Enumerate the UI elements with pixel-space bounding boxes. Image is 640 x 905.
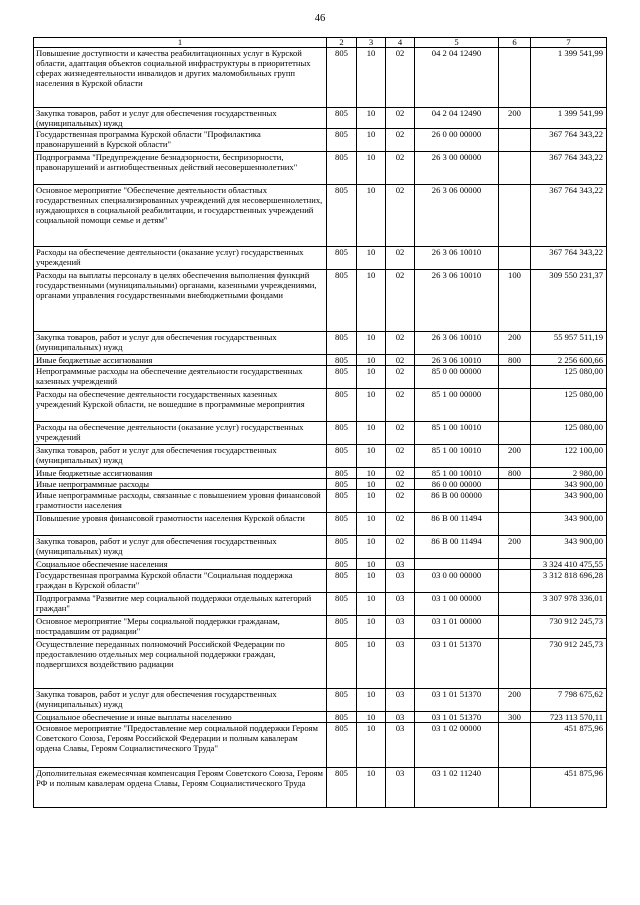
- row-section-cell: 10: [357, 355, 386, 366]
- row-expense-type-cell: 800: [499, 468, 531, 479]
- row-amount-cell: 2 980,00: [531, 468, 607, 479]
- row-section-cell: 10: [357, 570, 386, 593]
- row-section-cell: 10: [357, 445, 386, 468]
- row-section-cell: 10: [357, 422, 386, 445]
- row-expense-type-cell: [499, 152, 531, 185]
- row-amount-cell: 125 080,00: [531, 422, 607, 445]
- row-code-cell: 805: [327, 422, 357, 445]
- table-row: [34, 108, 607, 129]
- row-expense-type-cell: 100: [499, 270, 531, 332]
- row-section-cell: 10: [357, 270, 386, 332]
- row-expense-type-cell: [499, 389, 531, 422]
- table-row: [34, 513, 607, 536]
- row-target-cell: 85 1 00 10010: [415, 422, 499, 445]
- table-row: [34, 712, 607, 723]
- row-expense-type-cell: [499, 422, 531, 445]
- row-subsection-cell: 02: [386, 48, 415, 108]
- row-target-cell: 26 0 00 00000: [415, 129, 499, 152]
- row-target-cell: 03 1 02 00000: [415, 723, 499, 768]
- row-amount-cell: 1 399 541,99: [531, 108, 607, 129]
- table-row: [34, 616, 607, 639]
- row-section-cell: 10: [357, 712, 386, 723]
- table-row: [34, 247, 607, 270]
- row-expense-type-cell: [499, 247, 531, 270]
- row-code-cell: 805: [327, 185, 357, 247]
- row-code-cell: 805: [327, 616, 357, 639]
- row-target-cell: 03 1 01 51370: [415, 689, 499, 712]
- row-target-cell: 04 2 04 12490: [415, 48, 499, 108]
- budget-table: [33, 37, 607, 808]
- row-name-cell: Иные бюджетные ассигнования: [34, 355, 327, 366]
- row-section-cell: 10: [357, 468, 386, 479]
- row-target-cell: [415, 559, 499, 570]
- row-section-cell: 10: [357, 366, 386, 389]
- row-code-cell: 805: [327, 355, 357, 366]
- row-code-cell: 805: [327, 389, 357, 422]
- row-section-cell: 10: [357, 536, 386, 559]
- row-section-cell: 10: [357, 723, 386, 768]
- table-row: [34, 570, 607, 593]
- row-expense-type-cell: 200: [499, 108, 531, 129]
- row-subsection-cell: 02: [386, 513, 415, 536]
- row-section-cell: 10: [357, 332, 386, 355]
- row-subsection-cell: 02: [386, 366, 415, 389]
- row-name-cell: Закупка товаров, работ и услуг для обеспечения государственных (муниципальных) нужд: [34, 445, 327, 468]
- row-amount-cell: 2 256 600,66: [531, 355, 607, 366]
- row-subsection-cell: 02: [386, 332, 415, 355]
- row-section-cell: 10: [357, 129, 386, 152]
- table-row: [34, 490, 607, 513]
- row-amount-cell: 343 900,00: [531, 490, 607, 513]
- row-target-cell: 26 3 00 00000: [415, 152, 499, 185]
- row-name-cell: Расходы на обеспечение деятельности (оказание услуг) государственных учреждений: [34, 247, 327, 270]
- row-code-cell: 805: [327, 445, 357, 468]
- row-subsection-cell: 03: [386, 689, 415, 712]
- row-subsection-cell: 02: [386, 536, 415, 559]
- row-amount-cell: 451 875,96: [531, 768, 607, 808]
- row-expense-type-cell: 200: [499, 445, 531, 468]
- row-name-cell: Закупка товаров, работ и услуг для обеспечения государственных (муниципальных) нужд: [34, 536, 327, 559]
- row-code-cell: 805: [327, 366, 357, 389]
- row-subsection-cell: 02: [386, 270, 415, 332]
- row-section-cell: 10: [357, 48, 386, 108]
- row-amount-cell: 309 550 231,37: [531, 270, 607, 332]
- row-target-cell: 86 0 00 00000: [415, 479, 499, 490]
- table-row: [34, 129, 607, 152]
- row-subsection-cell: 02: [386, 479, 415, 490]
- row-target-cell: 85 1 00 10010: [415, 445, 499, 468]
- row-subsection-cell: 03: [386, 593, 415, 616]
- row-name-cell: Закупка товаров, работ и услуг для обеспечения государственных (муниципальных) нужд: [34, 689, 327, 712]
- row-name-cell: Закупка товаров, работ и услуг для обеспечения государственных (муниципальных) нужд: [34, 332, 327, 355]
- row-target-cell: 86 В 00 11494: [415, 513, 499, 536]
- row-expense-type-cell: [499, 366, 531, 389]
- row-name-cell: Дополнительная ежемесячная компенсация Героям Советского Союза, Героям РФ и полным кавалерам ордена Славы, Героям Социалистического Труда: [34, 768, 327, 808]
- table-row: [34, 593, 607, 616]
- row-subsection-cell: 02: [386, 129, 415, 152]
- column-header: 3: [357, 38, 386, 48]
- row-name-cell: Основное мероприятие "Обеспечение деятельности областных государственных специализированных учреждений для несовершеннолетних, нуждающихся в социальной реабилитации, и государственных учреждений социальной помощи семье и детям": [34, 185, 327, 247]
- row-expense-type-cell: [499, 559, 531, 570]
- row-amount-cell: 343 900,00: [531, 536, 607, 559]
- row-target-cell: 26 3 06 10010: [415, 355, 499, 366]
- row-expense-type-cell: [499, 723, 531, 768]
- table-row: [34, 639, 607, 689]
- row-amount-cell: 723 113 570,11: [531, 712, 607, 723]
- row-target-cell: 26 3 06 10010: [415, 270, 499, 332]
- row-section-cell: 10: [357, 185, 386, 247]
- row-name-cell: Иные непрограммные расходы: [34, 479, 327, 490]
- row-subsection-cell: 02: [386, 152, 415, 185]
- column-header: 4: [386, 38, 415, 48]
- column-header: 2: [327, 38, 357, 48]
- row-name-cell: Подпрограмма "Развитие мер социальной поддержки отдельных категорий граждан": [34, 593, 327, 616]
- row-code-cell: 805: [327, 108, 357, 129]
- row-subsection-cell: 02: [386, 422, 415, 445]
- row-section-cell: 10: [357, 389, 386, 422]
- row-subsection-cell: 03: [386, 570, 415, 593]
- row-target-cell: 03 1 01 00000: [415, 616, 499, 639]
- table-row: [34, 389, 607, 422]
- row-amount-cell: 125 080,00: [531, 389, 607, 422]
- row-section-cell: 10: [357, 689, 386, 712]
- row-code-cell: 805: [327, 152, 357, 185]
- row-section-cell: 10: [357, 639, 386, 689]
- row-subsection-cell: 03: [386, 559, 415, 570]
- table-row: [34, 332, 607, 355]
- row-subsection-cell: 02: [386, 445, 415, 468]
- row-name-cell: Государственная программа Курской области "Профилактика правонарушений в Курской области": [34, 129, 327, 152]
- row-code-cell: 805: [327, 570, 357, 593]
- row-expense-type-cell: [499, 639, 531, 689]
- table-row: [34, 152, 607, 185]
- row-name-cell: Иные бюджетные ассигнования: [34, 468, 327, 479]
- row-amount-cell: 367 764 343,22: [531, 247, 607, 270]
- row-target-cell: 86 В 00 11494: [415, 536, 499, 559]
- row-amount-cell: 55 957 511,19: [531, 332, 607, 355]
- row-code-cell: 805: [327, 490, 357, 513]
- table-row: [34, 445, 607, 468]
- row-expense-type-cell: [499, 570, 531, 593]
- row-expense-type-cell: 200: [499, 689, 531, 712]
- row-target-cell: 03 1 02 11240: [415, 768, 499, 808]
- row-subsection-cell: 03: [386, 723, 415, 768]
- table-row: [34, 468, 607, 479]
- row-code-cell: 805: [327, 689, 357, 712]
- row-target-cell: 85 1 00 10010: [415, 468, 499, 479]
- row-code-cell: 805: [327, 270, 357, 332]
- row-amount-cell: 7 798 675,62: [531, 689, 607, 712]
- row-subsection-cell: 03: [386, 639, 415, 689]
- row-code-cell: 805: [327, 129, 357, 152]
- row-name-cell: Расходы на выплаты персоналу в целях обеспечения выполнения функций государственными (муниципальными) органами, казенными учреждениями, органами управления государственными внебюджетными фондами: [34, 270, 327, 332]
- table-row: [34, 355, 607, 366]
- row-code-cell: 805: [327, 468, 357, 479]
- row-name-cell: Государственная программа Курской области "Социальная поддержка граждан в Курской области": [34, 570, 327, 593]
- row-target-cell: 03 1 00 00000: [415, 593, 499, 616]
- row-code-cell: 805: [327, 639, 357, 689]
- row-target-cell: 26 3 06 00000: [415, 185, 499, 247]
- row-subsection-cell: 02: [386, 108, 415, 129]
- row-section-cell: 10: [357, 247, 386, 270]
- row-target-cell: 86 В 00 00000: [415, 490, 499, 513]
- row-section-cell: 10: [357, 152, 386, 185]
- row-subsection-cell: 02: [386, 468, 415, 479]
- row-name-cell: Иные непрограммные расходы, связанные с повышением уровня финансовой грамотности населения: [34, 490, 327, 513]
- row-amount-cell: 367 764 343,22: [531, 185, 607, 247]
- row-expense-type-cell: [499, 513, 531, 536]
- row-amount-cell: 3 324 410 475,55: [531, 559, 607, 570]
- row-expense-type-cell: [499, 616, 531, 639]
- row-name-cell: Социальное обеспечение и иные выплаты населению: [34, 712, 327, 723]
- row-code-cell: 805: [327, 247, 357, 270]
- row-target-cell: 03 0 00 00000: [415, 570, 499, 593]
- row-subsection-cell: 02: [386, 185, 415, 247]
- row-expense-type-cell: [499, 479, 531, 490]
- row-section-cell: 10: [357, 490, 386, 513]
- row-target-cell: 03 1 01 51370: [415, 712, 499, 723]
- row-name-cell: Осуществление переданных полномочий Российской Федерации по предоставлению отдельных мер социальной поддержки граждан, подвергшихся воздействию радиации: [34, 639, 327, 689]
- table-row: [34, 185, 607, 247]
- table-row: [34, 422, 607, 445]
- row-section-cell: 10: [357, 559, 386, 570]
- row-amount-cell: 3 307 978 336,01: [531, 593, 607, 616]
- row-expense-type-cell: 200: [499, 536, 531, 559]
- row-section-cell: 10: [357, 768, 386, 808]
- row-subsection-cell: 03: [386, 768, 415, 808]
- table-row: [34, 723, 607, 768]
- table-row: [34, 559, 607, 570]
- row-section-cell: 10: [357, 616, 386, 639]
- row-name-cell: Повышение уровня финансовой грамотности населения Курской области: [34, 513, 327, 536]
- row-name-cell: Основное мероприятие "Предоставление мер социальной поддержки Героям Советского Союза, Героям Российской Федерации и полным кавалерам ордена Славы, Героям Социалистического Труда": [34, 723, 327, 768]
- row-code-cell: 805: [327, 513, 357, 536]
- row-amount-cell: 125 080,00: [531, 366, 607, 389]
- row-expense-type-cell: [499, 48, 531, 108]
- row-amount-cell: 1 399 541,99: [531, 48, 607, 108]
- column-header: 1: [34, 38, 327, 48]
- table-row: [34, 536, 607, 559]
- table-header-row: [34, 38, 607, 48]
- row-section-cell: 10: [357, 513, 386, 536]
- table-row: [34, 689, 607, 712]
- row-code-cell: 805: [327, 479, 357, 490]
- row-code-cell: 805: [327, 48, 357, 108]
- row-code-cell: 805: [327, 559, 357, 570]
- row-name-cell: Закупка товаров, работ и услуг для обеспечения государственных (муниципальных) нужд: [34, 108, 327, 129]
- row-expense-type-cell: 800: [499, 355, 531, 366]
- row-amount-cell: 730 912 245,73: [531, 616, 607, 639]
- row-expense-type-cell: [499, 129, 531, 152]
- row-subsection-cell: 02: [386, 355, 415, 366]
- row-name-cell: Расходы на обеспечение деятельности (оказание услуг) государственных учреждений: [34, 422, 327, 445]
- row-expense-type-cell: [499, 768, 531, 808]
- row-expense-type-cell: [499, 185, 531, 247]
- column-header: 7: [531, 38, 607, 48]
- row-name-cell: Расходы на обеспечение деятельности государственных казенных учреждений Курской области, не вошедшие в программные мероприятия: [34, 389, 327, 422]
- row-name-cell: Социальное обеспечение населения: [34, 559, 327, 570]
- table-row: [34, 48, 607, 108]
- row-amount-cell: 367 764 343,22: [531, 152, 607, 185]
- row-subsection-cell: 02: [386, 490, 415, 513]
- column-header: 5: [415, 38, 499, 48]
- table-row: [34, 768, 607, 808]
- row-target-cell: 26 3 06 10010: [415, 247, 499, 270]
- row-subsection-cell: 02: [386, 389, 415, 422]
- page-number: 46: [314, 13, 326, 24]
- table-row: [34, 479, 607, 490]
- row-name-cell: Подпрограмма "Предупреждение безнадзорности, беспризорности, правонарушений и антиобщественных действий несовершеннолетних": [34, 152, 327, 185]
- row-expense-type-cell: [499, 593, 531, 616]
- row-section-cell: 10: [357, 593, 386, 616]
- row-code-cell: 805: [327, 723, 357, 768]
- row-target-cell: 85 1 00 00000: [415, 389, 499, 422]
- row-subsection-cell: 03: [386, 712, 415, 723]
- row-name-cell: Непрограммные расходы на обеспечение деятельности государственных казенных учреждений: [34, 366, 327, 389]
- row-code-cell: 805: [327, 593, 357, 616]
- row-amount-cell: 343 900,00: [531, 513, 607, 536]
- row-code-cell: 805: [327, 332, 357, 355]
- row-target-cell: 26 3 06 10010: [415, 332, 499, 355]
- row-subsection-cell: 02: [386, 247, 415, 270]
- row-amount-cell: 343 900,00: [531, 479, 607, 490]
- row-expense-type-cell: [499, 490, 531, 513]
- row-target-cell: 04 2 04 12490: [415, 108, 499, 129]
- row-amount-cell: 451 875,96: [531, 723, 607, 768]
- row-target-cell: 85 0 00 00000: [415, 366, 499, 389]
- table-row: [34, 366, 607, 389]
- row-code-cell: 805: [327, 768, 357, 808]
- table-row: [34, 270, 607, 332]
- row-expense-type-cell: 200: [499, 332, 531, 355]
- row-expense-type-cell: 300: [499, 712, 531, 723]
- row-amount-cell: 367 764 343,22: [531, 129, 607, 152]
- row-name-cell: Основное мероприятие "Меры социальной поддержки гражданам, пострадавшим от радиации": [34, 616, 327, 639]
- row-section-cell: 10: [357, 479, 386, 490]
- row-code-cell: 805: [327, 536, 357, 559]
- row-amount-cell: 3 312 818 696,28: [531, 570, 607, 593]
- row-amount-cell: 730 912 245,73: [531, 639, 607, 689]
- column-header: 6: [499, 38, 531, 48]
- row-code-cell: 805: [327, 712, 357, 723]
- row-subsection-cell: 03: [386, 616, 415, 639]
- row-amount-cell: 122 100,00: [531, 445, 607, 468]
- row-name-cell: Повышение доступности и качества реабилитационных услуг в Курской области, адаптация объектов социальной инфраструктуры в приоритетных сферах жизнедеятельности инвалидов и других маломобильных групп населения в Курской области: [34, 48, 327, 108]
- row-section-cell: 10: [357, 108, 386, 129]
- row-target-cell: 03 1 01 51370: [415, 639, 499, 689]
